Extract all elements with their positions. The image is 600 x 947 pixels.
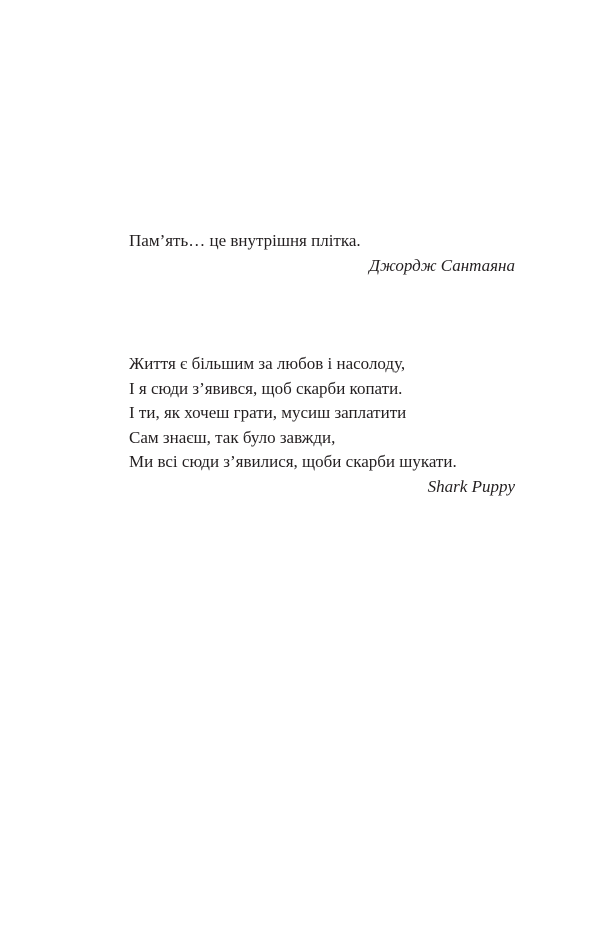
verse-line: Ми всі сюди з’явилися, щоби скарби шукати. [129, 452, 457, 471]
quote-line: Пам’ять… це внутрішня плітка. [129, 231, 361, 250]
epigraph-shark-puppy [129, 352, 515, 499]
epigraph-santayana [129, 229, 515, 278]
verse-line: Життя є більшим за любов і насолоду, [129, 354, 406, 373]
verse-line: І я сюди з’явився, щоб скарби копати. [129, 378, 403, 398]
verse-line: І ти, як хочеш грати, мусиш заплатити [129, 403, 407, 422]
verse-author: Shark Puppy [427, 476, 515, 496]
verse-line: Сам знаєш, так було завжди, [129, 427, 336, 447]
quote-author: Джордж Сантаяна [369, 255, 515, 275]
